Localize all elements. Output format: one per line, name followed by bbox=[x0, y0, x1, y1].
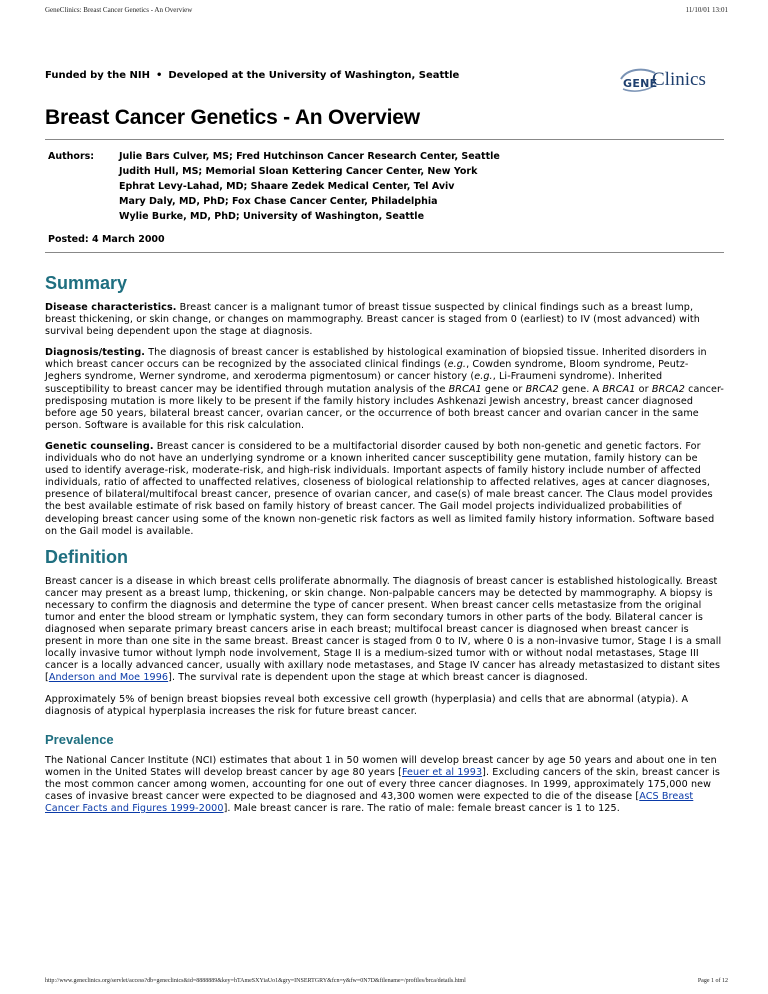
logo-gene-text: GENE bbox=[623, 77, 658, 90]
logo-clinics-text: Clinics bbox=[652, 69, 706, 90]
bullet-separator: • bbox=[155, 70, 163, 81]
page-title: Breast Cancer Genetics - An Overview bbox=[45, 106, 420, 129]
summary-heading: Summary bbox=[45, 273, 128, 293]
diagnosis-text: , Li-Fraumeni syndrome). Inherited susceptibility to breast cancer may be identified through mutation analysis of the bbox=[45, 371, 663, 395]
funding-nih: Funded by the NIH bbox=[45, 70, 150, 81]
print-header-datetime: 11/10/01 13:01 bbox=[685, 6, 728, 14]
genetic-counseling-paragraph bbox=[45, 441, 724, 538]
prevalence-text: ]. Excluding cancers of the skin, breast cancer is the most common cancer among women, accounting for one out of every three cancer diagnoses. In 1999, approximately 175,000 new cases of invasive breast cancer were expected to be diagnosed and 43,300 women were expected to die of the disease [ bbox=[45, 766, 720, 802]
print-footer-url: http://www.geneclinics.org/servlet/access?db=geneclinics&id=8888889&key=hTAmeSXYiaUo1&gry=INSERTGRY&fcn=y&fw=0N7D&filename=/profiles/brca/details.html bbox=[45, 978, 466, 984]
page-content bbox=[45, 58, 724, 824]
diagnosis-text: , Cowden syndrome, Bloom syndrome, Peutz-Jeghers syndrome, Werner syndrome, and xeroderma pigmentosum) or cancer history ( bbox=[45, 359, 689, 383]
print-header-title: GeneClinics: Breast Cancer Genetics - An Overview bbox=[45, 6, 193, 14]
atypia-paragraph: Approximately 5% of benign breast biopsies reveal both excessive cell growth (hyperplasia) and cells that are abnormal (atypia). A diagnosis of atypical hyperplasia increases the risk for future breast cancer. bbox=[45, 693, 689, 717]
diagnosis-text: The diagnosis of breast cancer is established by histological examination of biopsied tissue. Inherited disorders in which breast cancer occurs can be recognized by the associated clinical findings ( bbox=[45, 347, 707, 371]
authors-label: Authors: bbox=[48, 151, 95, 162]
citation-link-feuer[interactable]: Feuer et al 1993 bbox=[401, 766, 483, 778]
diagnosis-text: gene or bbox=[481, 383, 526, 395]
prevalence-paragraph bbox=[45, 755, 724, 815]
funding-uw: Developed at the University of Washington, Seattle bbox=[168, 70, 460, 81]
diagnosis-text: gene. A bbox=[558, 383, 603, 395]
genetic-counseling-text: Breast cancer is considered to be a multifactorial disorder caused by both non-genetic and genetic factors. For individuals who do not have an underlying syndrome or a known inherited cancer susceptibility gene mutation, family history can be used to identify average-risk, moderate-risk, and high-risk individuals. Important aspects of family history include number of affected individuals, ratio of affected to unaffected relatives, closeness of biological relationship to affected relatives, ages at cancer diagnoses, presence of bilateral/multifocal breast cancer, presence of ovarian cancer, and case(s) of male breast cancer. The Claus model provides the best available estimate of risk based on family history of breast cancer. The Gail model projects individualized probabilities of developing breast cancer using some of the known non-genetic risk factors as well as limited family history information. Software based on the Gail model is available. bbox=[45, 440, 715, 537]
prevalence-text: ]. Male breast cancer is rare. The ratio of male: female breast cancer is 1 to 125. bbox=[223, 803, 620, 815]
page-number: Page 1 of 12 bbox=[697, 978, 728, 984]
definition-heading: Definition bbox=[45, 546, 128, 567]
print-header bbox=[45, 6, 728, 14]
gene-name: BRCA2 bbox=[525, 383, 559, 395]
divider bbox=[45, 139, 724, 140]
disease-characteristics-text: Breast cancer is a malignant tumor of breast tissue suspected by clinical findings such as a breast lump, breast thickening, or skin change, or changes on mammography. Breast cancer is staged from 0 (earliest) to IV (most advanced) with survival being dependent upon the stage at diagnosis. bbox=[45, 302, 700, 338]
divider bbox=[45, 252, 724, 253]
diagnosis-text: e.g. bbox=[447, 359, 467, 371]
disease-characteristics-paragraph bbox=[45, 302, 724, 338]
citation-link-anderson-moe[interactable]: Anderson and Moe 1996 bbox=[48, 672, 169, 684]
disease-characteristics-label: Disease characteristics. bbox=[45, 302, 177, 313]
diagnosis-testing-paragraph bbox=[45, 347, 724, 432]
prevalence-text: The National Cancer Institute (NCI) estimates that about 1 in 50 women will develop breast cancer by age 50 years and about one in ten women in the United States will develop breast cancer by age 80 years [ bbox=[45, 754, 717, 778]
gene-name: BRCA1 bbox=[448, 383, 482, 395]
definition-paragraph bbox=[45, 576, 724, 685]
author-item: Wylie Burke, MD, PhD; University of Washington, Seattle bbox=[119, 211, 425, 222]
diagnosis-text: or bbox=[635, 383, 652, 395]
author-item: Ephrat Levy-Lahad, MD; Shaare Zedek Medical Center, Tel Aviv bbox=[119, 181, 455, 192]
prevalence-heading: Prevalence bbox=[45, 731, 114, 747]
gene-name: BRCA1 bbox=[602, 383, 636, 395]
definition-text: Breast cancer is a disease in which breast cells proliferate abnormally. The diagnosis of breast cancer is established histologically. Breast cancer may present as a breast lump, thickening, or skin change. Non-palpable cancers may be detected by mammography. A biopsy is necessary to confirm the diagnosis and determine the type of cancer present. When breast cancer cells metastasize from the original tumor and enter the blood stream or lymphatic system, they can form secondary tumors in other parts of the body. Bilateral cancer is diagnosed when separate primary breast cancers arise in each breast; multifocal breast cancer is diagnosed when breast cancer is present in more than one site in the same breast. Breast cancer is staged from 0 to IV, where 0 is a non-invasive tumor, Stage I is a small locally invasive tumor without lymph node involvement, Stage II is a medium-sized tumor with or without nodal metastases, Stage III cancer is a locally advanced cancer, usually with axillary node metastases, and Stage IV cancer has already metastasized to distant sites [ bbox=[45, 575, 722, 684]
author-item: Mary Daly, MD, PhD; Fox Chase Cancer Center, Philadelphia bbox=[119, 196, 438, 207]
posted-date: Posted: 4 March 2000 bbox=[48, 234, 165, 245]
citation-link-acs[interactable]: ACS Breast Cancer Facts and Figures 1999-2000 bbox=[45, 791, 694, 815]
authors-list bbox=[119, 149, 500, 224]
authors-block bbox=[45, 149, 724, 224]
diagnosis-text: cancer-predisposing mutation is more likely to be present if the family history includes Ashkenazi Jewish ancestry, breast cancer diagnosed before age 50 years, bilateral breast cancer, ovarian cancer, or the occurrence of both breast cancer and ovarian cancer in the same person. Software is available for this risk calculation. bbox=[45, 383, 724, 431]
definition-text: ]. The survival rate is dependent upon the stage at which breast cancer is diagnosed. bbox=[168, 672, 588, 684]
diagnosis-text: e.g. bbox=[474, 371, 493, 383]
author-item: Julie Bars Culver, MS; Fred Hutchinson Cancer Research Center, Seattle bbox=[119, 151, 500, 162]
geneclinics-logo[interactable] bbox=[619, 65, 724, 95]
print-footer bbox=[45, 978, 728, 984]
gene-name: BRCA2 bbox=[651, 383, 685, 395]
genetic-counseling-label: Genetic counseling. bbox=[45, 440, 154, 452]
author-item: Judith Hull, MS; Memorial Sloan Kettering Cancer Center, New York bbox=[119, 166, 478, 177]
diagnosis-testing-label: Diagnosis/testing. bbox=[45, 347, 146, 359]
